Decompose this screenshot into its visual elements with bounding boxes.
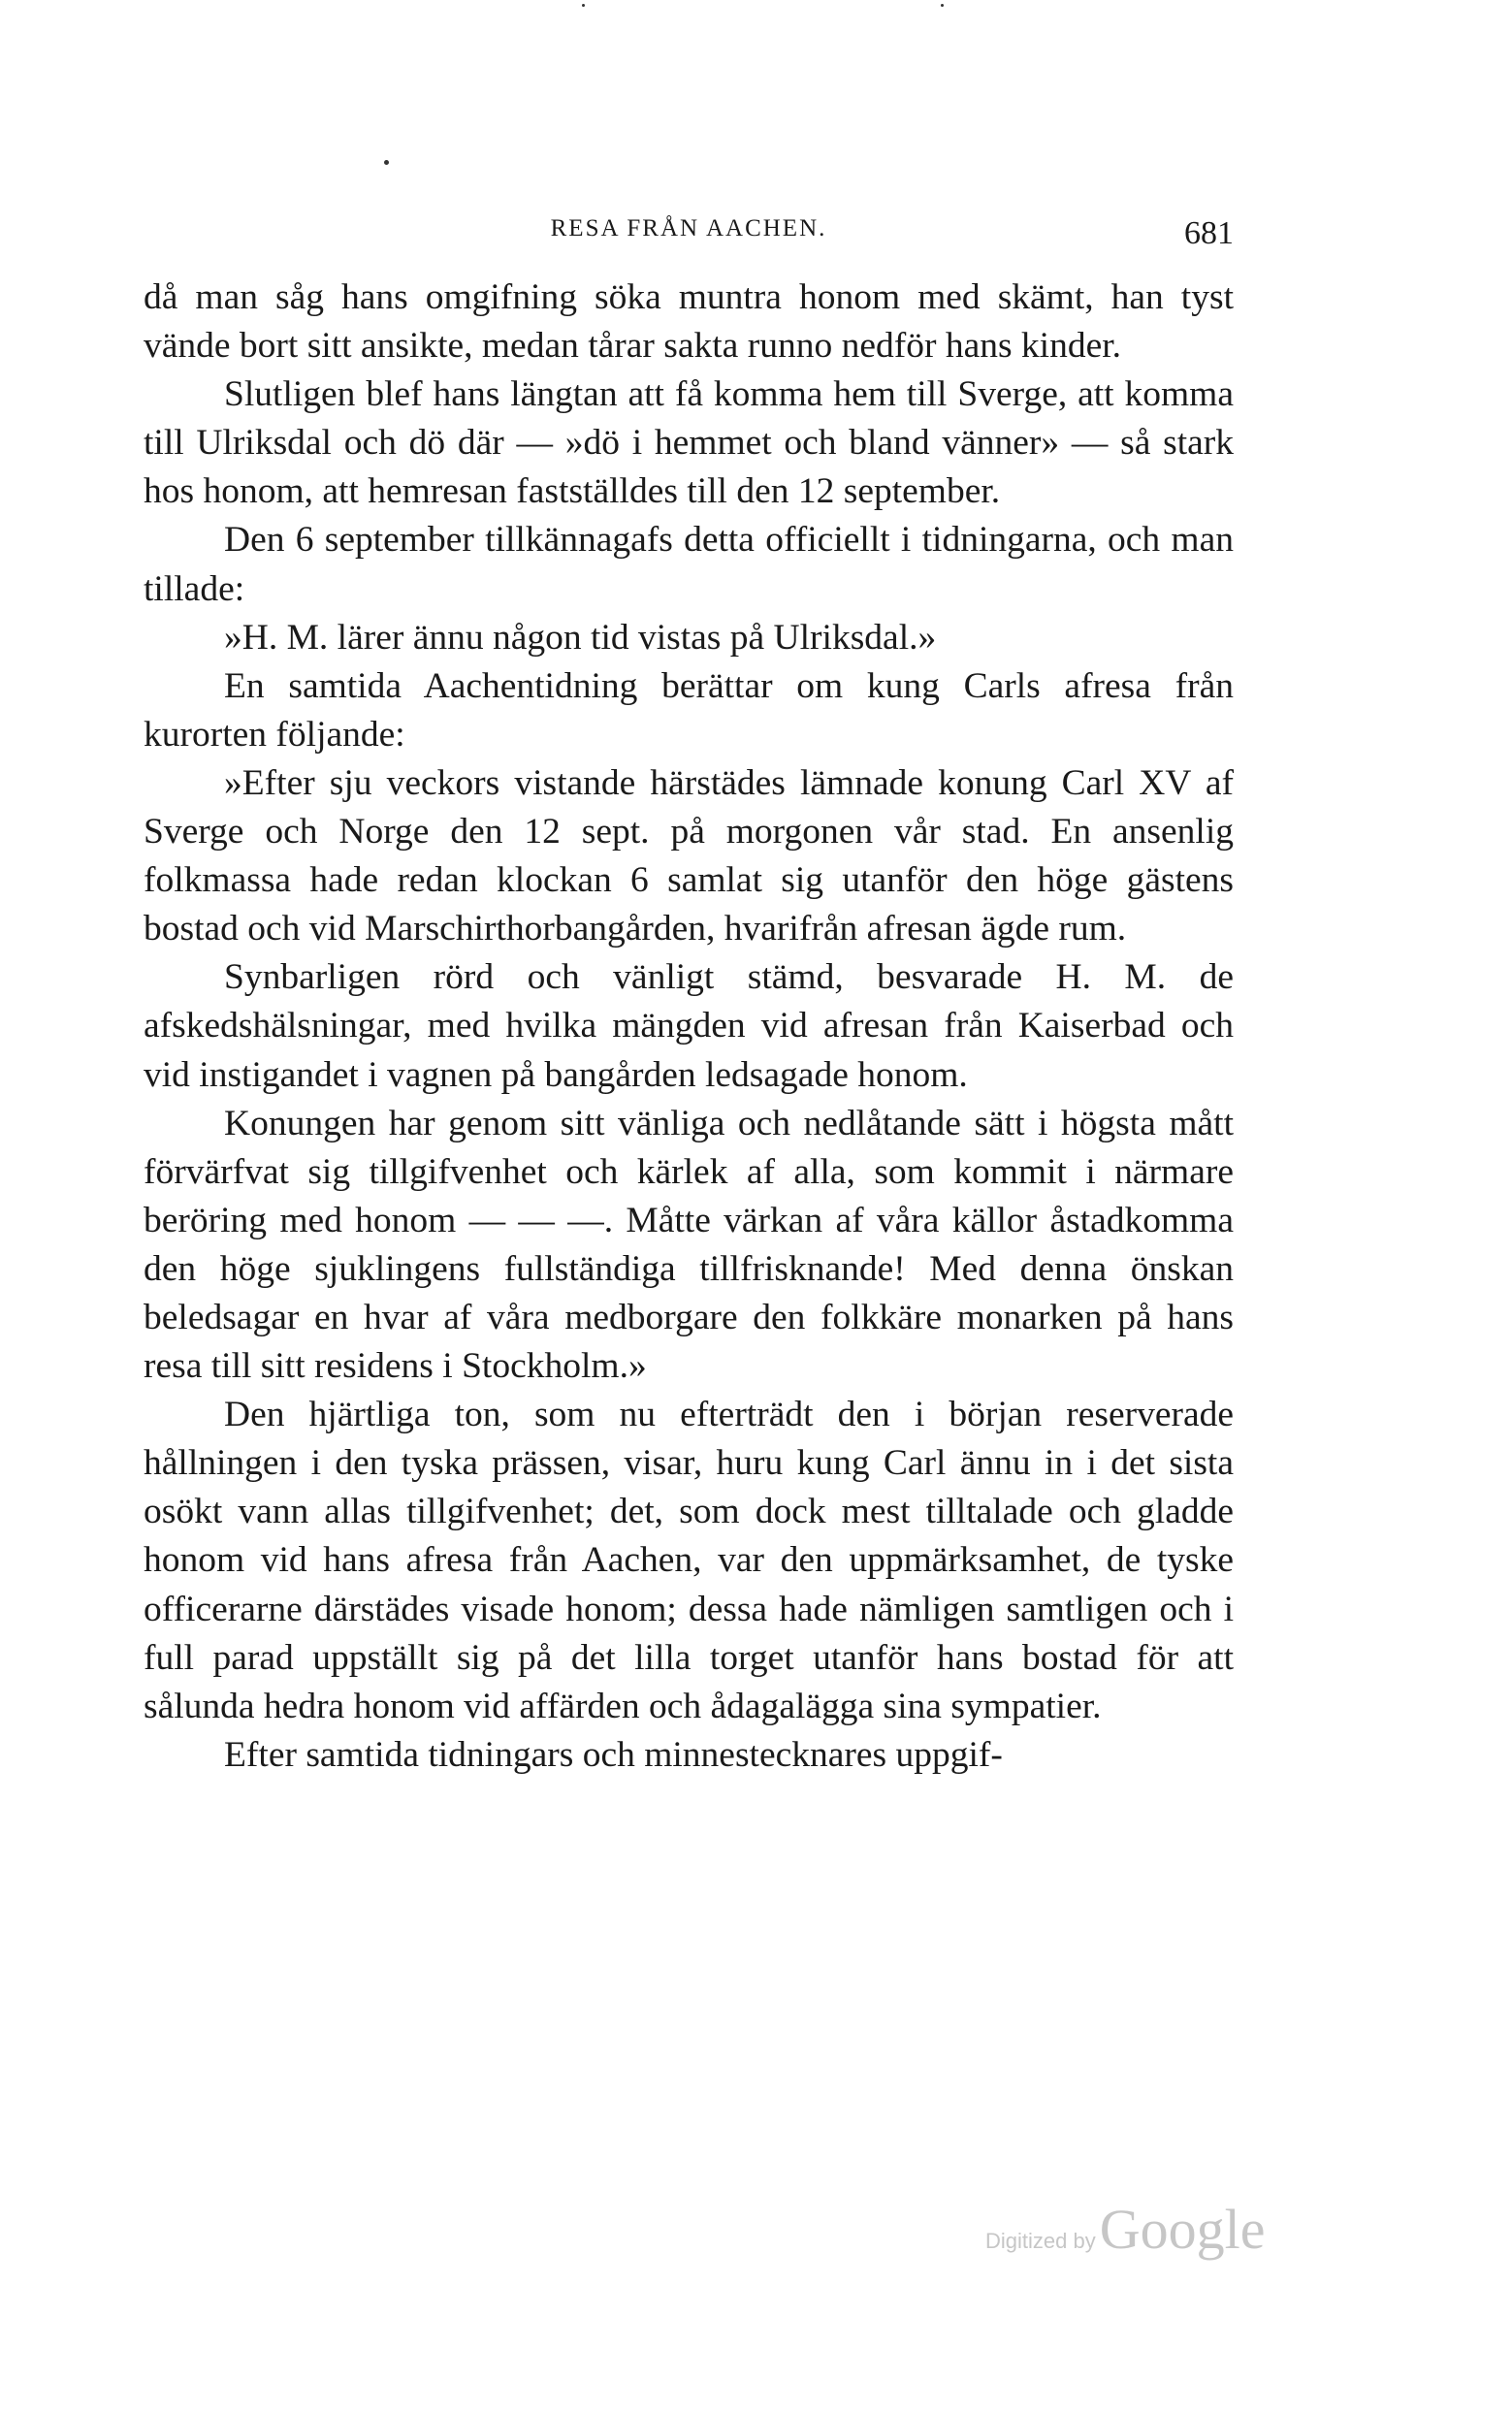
- scan-speck: [384, 160, 389, 165]
- watermark-prefix: Digitized by: [985, 2229, 1096, 2253]
- paragraph: »Efter sju veckors vistande härstädes lämnade konung Carl XV af Sverge och Norge den 12 sept. på morgonen vår stad. En ansenlig folkmassa hade redan klockan 6 samlat sig utanför den höge gästens bostad och vid Marschirthorbangården, hvarifrån afresan ägde rum.: [144, 762, 1234, 949]
- paragraph: Konungen har genom sitt vänliga och nedlåtande sätt i högsta mått förvärfvat sig tillgifvenhet och kärlek af alla, som kommit i närmare beröring med honom — — —. Måtte värkan af våra källor åstadkomma den höge sjuklingens fullständiga tillfrisknande! Med denna önskan beledsagar en hvar af våra medborgare den folkkäre monarken på hans resa till sitt residens i Stockholm.»: [144, 1103, 1234, 1387]
- scan-speck: [941, 4, 944, 7]
- paragraph: Slutligen blef hans längtan att få komma hem till Sverge, att komma till Ulriksdal och dö där — »dö i hemmet och bland vänner» — så stark hos honom, att hemresan fastställdes till den 12 september.: [144, 374, 1234, 512]
- paragraph: då man såg hans omgifning söka muntra honom med skämt, han tyst vände bort sitt ansikte, medan tårar sakta runno nedför hans kinder.: [144, 277, 1234, 367]
- scan-speck: [582, 4, 585, 7]
- paragraph: Den hjärtliga ton, som nu efterträdt den i början reserverade hållningen i den tyska prässen, visar, huru kung Carl ännu in i det sista osökt vann allas tillgifvenhet; det, som dock mest tilltalade och gladde honom vid hans afresa från Aachen, var den uppmärksamhet, de tyske officerarne därstädes visade honom; dessa hade nämligen samtligen och i full parad uppställt sig på det lilla torget utanför hans bostad för att sålunda hedra honom vid affärden och ådagalägga sina sympatier.: [144, 1395, 1234, 1726]
- paragraph: »H. M. lärer ännu någon tid vistas på Ulriksdal.»: [224, 617, 937, 658]
- paragraph: Efter samtida tidningars och minnestecknares uppgif-: [224, 1734, 1003, 1775]
- watermark-brand: Google: [1099, 2198, 1266, 2261]
- running-head: [144, 215, 1234, 254]
- paragraph: En samtida Aachentidning berättar om kung Carls afresa från kurorten följande:: [144, 665, 1234, 755]
- paragraph: Den 6 september tillkännagafs detta officiellt i tidningarna, och man tillade:: [144, 520, 1234, 609]
- paragraph: Synbarligen rörd och vänligt stämd, besvarade H. M. de afskedshälsningar, med hvilka mängden vid afresan från Kaiserbad och vid instigandet i vagnen på bangården ledsagade honom.: [144, 957, 1234, 1095]
- digitized-watermark: [985, 2197, 1265, 2262]
- body-text: [144, 273, 1234, 1780]
- page-number: 681: [1184, 215, 1234, 251]
- running-title: RESA FRÅN AACHEN.: [550, 215, 827, 241]
